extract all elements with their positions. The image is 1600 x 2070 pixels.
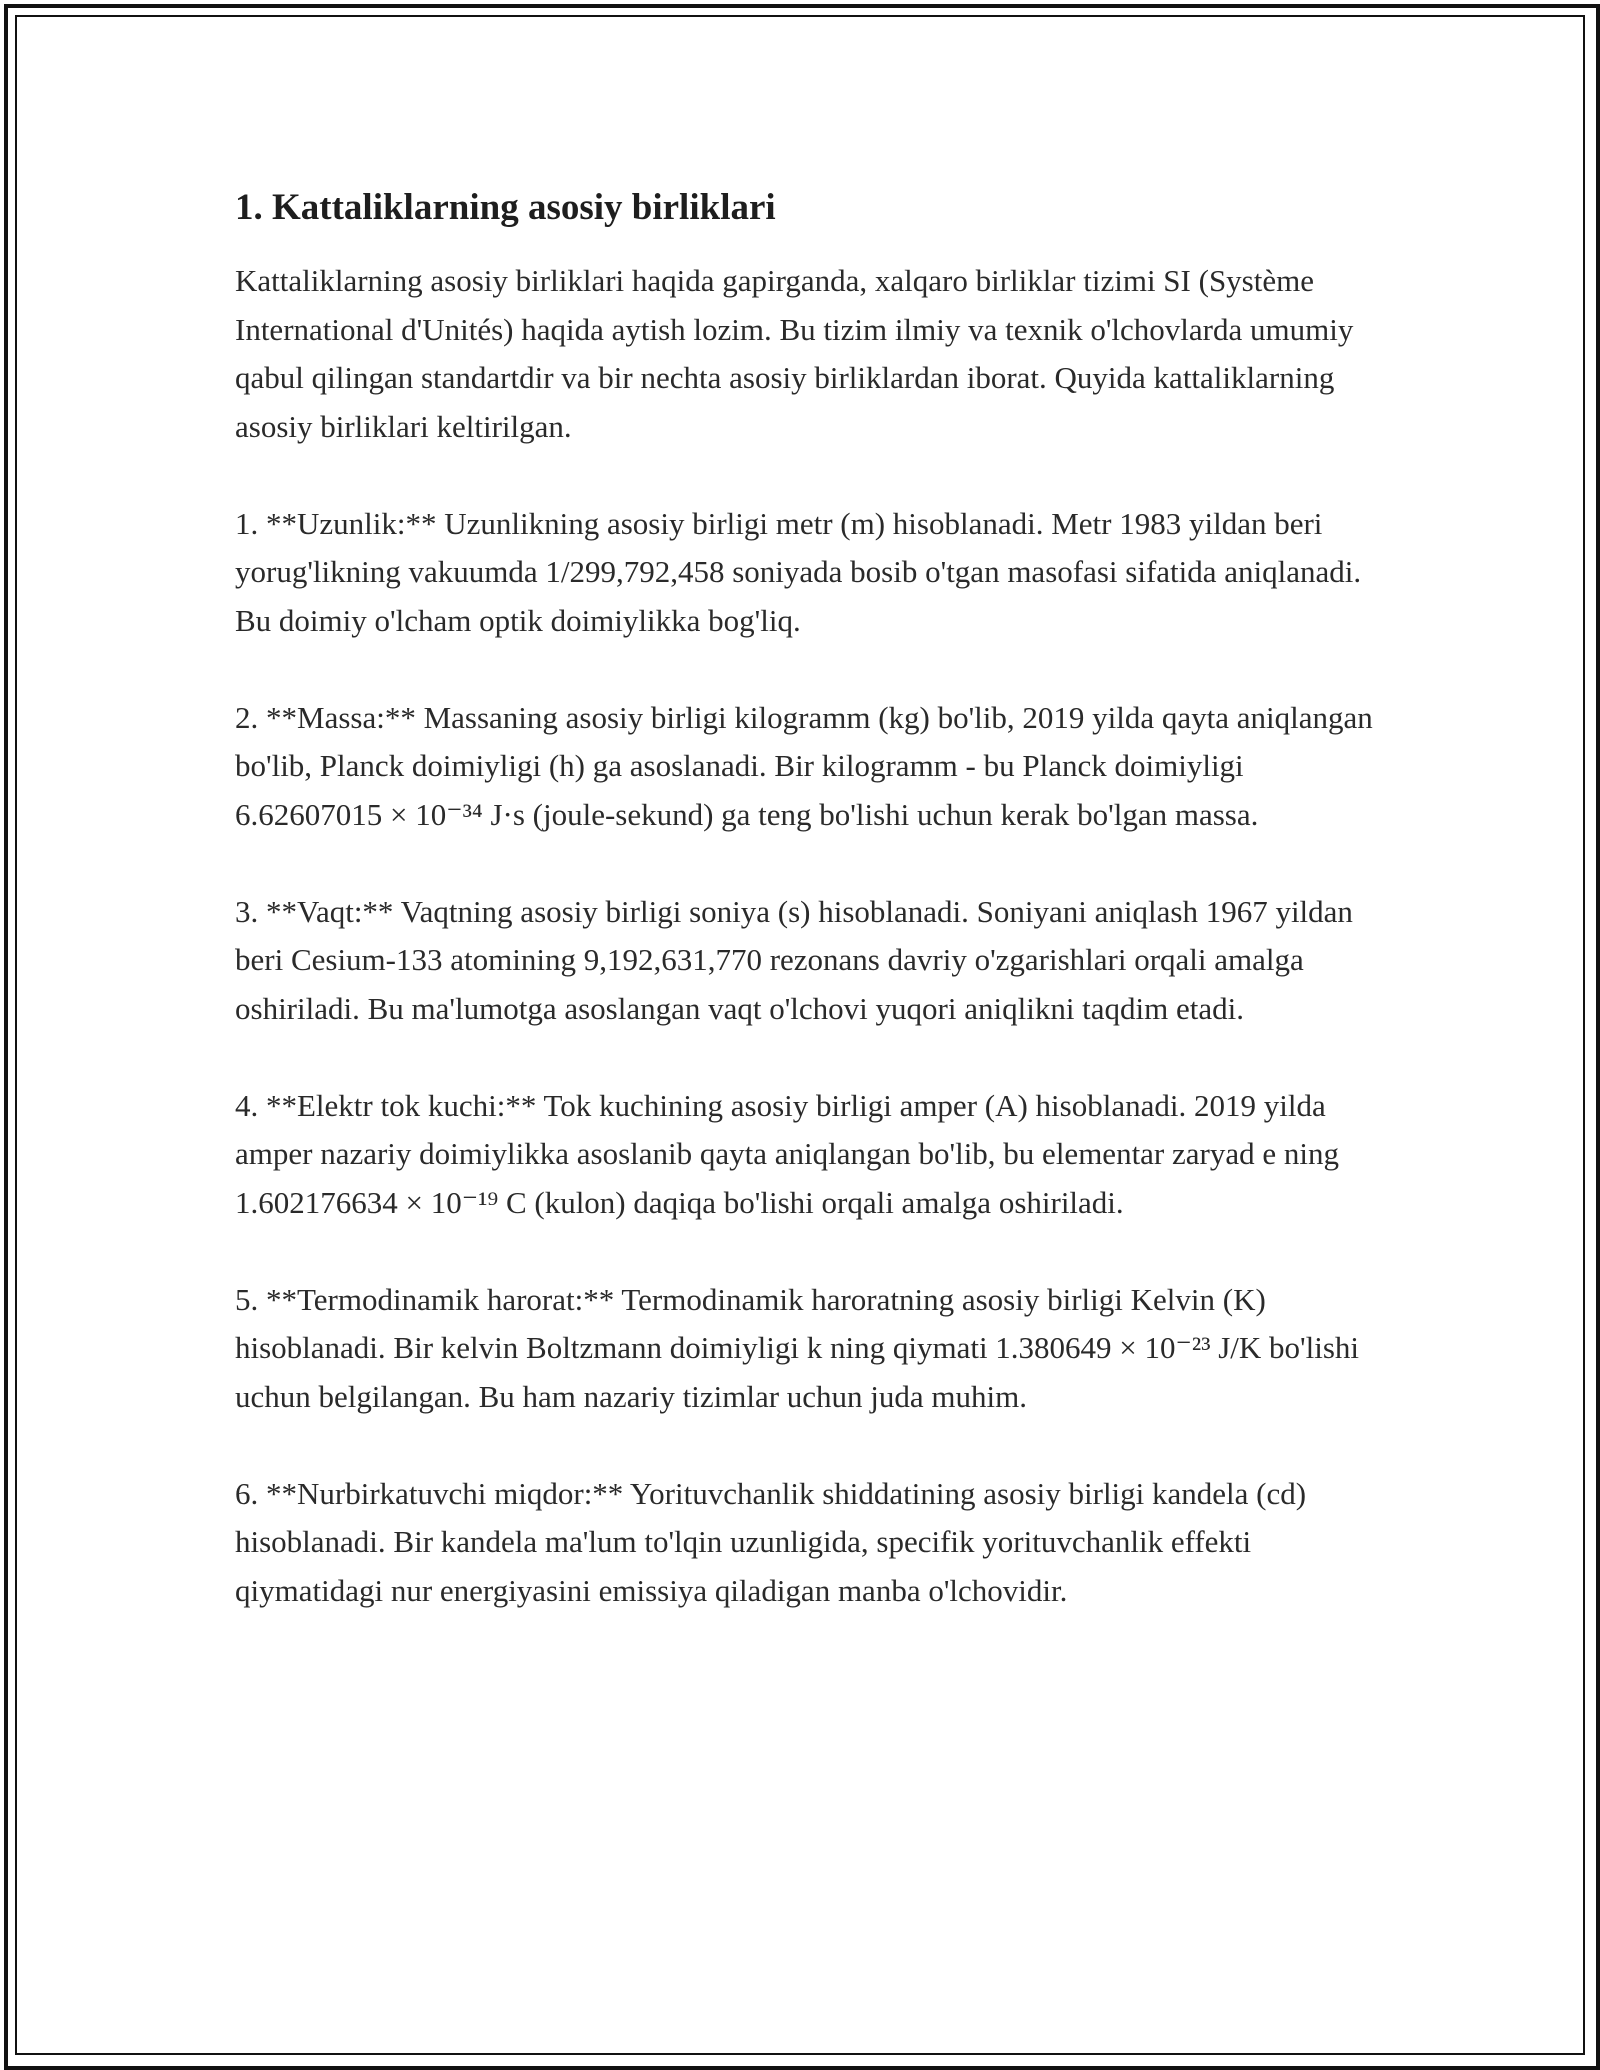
- list-item-mass: 2. **Massa:** Massaning asosiy birligi kilogramm (kg) bo'lib, 2019 yilda qayta aniqlangan bo'lib, Planck doimiyligi (h) ga asoslanadi. Bir kilogramm - bu Planck doimiyligi 6.62607015 × 10⁻³⁴ J·s (joule-sekund) ga teng bo'lishi uchun kerak bo'lgan massa.: [235, 699, 1373, 832]
- list-item-length: 1. **Uzunlik:** Uzunlikning asosiy birligi metr (m) hisoblanadi. Metr 1983 yildan beri yorug'likning vakuumda 1/299,792,458 soniyada bosib o'tgan masofasi sifatida aniqlanadi. Bu doimiy o'lcham optik doimiylikka bog'liq.: [235, 505, 1362, 638]
- list-item-luminous-intensity: 6. **Nurbirkatuvchi miqdor:** Yorituvchanlik shiddatining asosiy birligi kandela (cd) hisoblanadi. Bir kandela ma'lum to'lqin uzunligida, specifik yorituvchanlik effekti qiymatidagi nur energiyasini emissiya qiladigan manba o'lchovidir.: [235, 1475, 1307, 1608]
- document-body: [235, 185, 1380, 1664]
- list-item-thermodynamic-temperature: 5. **Termodinamik harorat:** Termodinamik haroratning asosiy birligi Kelvin (K) hisoblanadi. Bir kelvin Boltzmann doimiyligi k ning qiymati 1.380649 × 10⁻²³ J/K bo'lishi uchun belgilangan. Bu ham nazariy tizimlar uchun juda muhim.: [235, 1281, 1360, 1414]
- intro-paragraph: Kattaliklarning asosiy birliklari haqida gapirganda, xalqaro birliklar tizimi SI (Système International d'Unités) haqida aytish lozim. Bu tizim ilmiy va texnik o'lchovlarda umumiy qabul qilingan standartdir va bir nechta asosiy birliklardan iborat. Quyida kattaliklarning asosiy birliklari keltirilgan.: [235, 263, 1354, 444]
- list-item-time: 3. **Vaqt:** Vaqtning asosiy birligi soniya (s) hisoblanadi. Soniyani aniqlash 1967 yildan beri Cesium-133 atomining 9,192,631,770 rezonans davriy o'zgarishlari orqali amalga oshiriladi. Bu ma'lumotga asoslangan vaqt o'lchovi yuqori aniqlikni taqdim etadi.: [235, 893, 1353, 1026]
- section-heading: 1. Kattaliklarning asosiy birliklari: [235, 187, 776, 228]
- list-item-electric-current: 4. **Elektr tok kuchi:** Tok kuchining asosiy birligi amper (A) hisoblanadi. 2019 yilda amper nazariy doimiylikka asoslanib qayta aniqlangan bo'lib, bu elementar zaryad e ning 1.602176634 × 10⁻¹⁹ C (kulon) daqiqa bo'lishi orqali amalga oshiriladi.: [235, 1087, 1339, 1220]
